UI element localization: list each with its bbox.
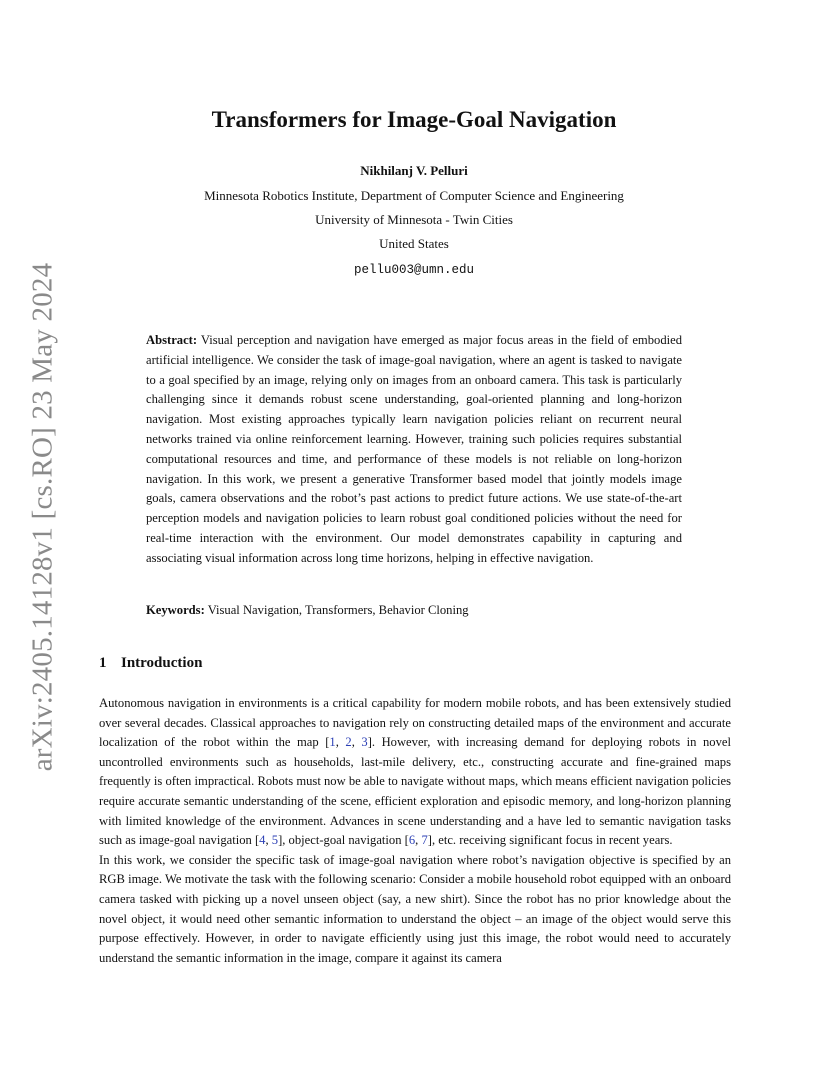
citation-link[interactable]: 4 [259,833,266,848]
intro-text: Autonomous navigation in environments is a critical capability for modern mobile robots, and has been extensively studied over several decades. Classical approaches to navigation rely on constructing detailed maps of the environment and accurate localization of the robot within the map [ [99,696,731,750]
section-heading [99,655,202,672]
keywords [146,603,682,618]
citation-link[interactable]: 2 [345,735,352,750]
introduction-body [99,694,731,968]
author-email: pellu003@umn.edu [353,263,475,277]
abstract-label: Abstract: [146,333,198,347]
intro-text: ], object-goal navigation [ [278,833,409,848]
intro-text: ]. However, with increasing demand for deploying robots in novel uncontrolled environments such as households, last-mile delivery, etc., constructing accurate and fine-grained maps frequently is often impractical. Robots must now be able to navigate without maps, which means efficient navigation policies require accurate semantic understanding of the scene, efficient exploration and episodic memory, and long-horizon planning with limited knowledge of the environment. Advances in scene understanding and a have led to semantic navigation tasks such as image-goal navigation [ [99,735,731,848]
abstract-text: Visual perception and navigation have emerged as major focus areas in the field of embodied artificial intelligence. We consider the task of image-goal navigation, where an agent is tasked to navigate to a goal specified by an image, relying only on images from an onboard camera. This task is particularly challenging since it demands robust scene understanding, goal-oriented planning and long-horizon navigation. Most existing approaches typically learn navigation policies reliant on recurrent neural networks trained via online reinforcement learning. However, training such policies requires substantial computational resources and time, and performance of these models is not reliable on long-horizon navigation. In this work, we present a generative Transformer based model that jointly models image goals, camera observations and the robot’s past actions to predict future actions. We use state-of-the-art perception models and navigation policies to learn robust goal conditioned policies without the need for real-time interaction with the environment. Our model demonstrates capability in capturing and associating visual information across long time horizons, helping in effective navigation. [146,333,683,565]
abstract [146,331,682,569]
arxiv-sidebar [23,262,63,772]
affiliation-line-3: United States [379,236,449,251]
citation-link[interactable]: 1 [329,735,336,750]
citation-link[interactable]: 3 [361,735,368,750]
intro-paragraph-1: Autonomous navigation in environments is a critical capability for modern mobile robots, and has been extensively studied over several decades. Classical approaches to navigation rely on constructing detailed maps of the environment and accurate localization of the robot within the map [1, 2, 3]. However, with increasing demand for deploying robots in novel uncontrolled environments such as households, last-mile delivery, etc., constructing accurate and fine-grained maps frequently is often impractical. Robots must now be able to navigate without maps, which means efficient navigation policies require accurate semantic understanding of the scene, efficient exploration and episodic memory, and long-horizon planning with limited knowledge of the environment. Advances in scene understanding and a have led to semantic navigation tasks such as image-goal navigation [4, 5], object-goal navigation [6, 7], etc. receiving significant focus in recent years. [99,696,731,848]
affiliation-line-1: Minnesota Robotics Institute, Department of Computer Science and Engineering [204,188,624,203]
keywords-text: Visual Navigation, Transformers, Behavior Cloning [207,603,469,617]
author-name: Nikhilanj V. Pelluri [360,163,468,178]
section-number: 1 [99,655,107,671]
paper-title: Transformers for Image-Goal Navigation [211,107,617,132]
section-title: Introduction [121,655,203,671]
citation-link[interactable]: 6 [408,833,416,848]
intro-text: ], etc. receiving significant focus in recent years. [427,833,673,848]
intro-paragraph-2: In this work, we consider the specific task of image-goal navigation where robot’s navigation objective is specified by an RGB image. We motivate the task with the following scenario: Consider a mobile household robot equipped with an onboard camera tasked with picking up a novel unseen object (say, a new shirt). Since the robot has no prior knowledge about the novel object, it would need other semantic information to understand the object – an image of the object would serve this purpose effectively. However, in order to navigate efficiently using just this image, the robot would need to accurately understand the semantic information in the image, compare it against its camera [99,852,731,965]
keywords-label: Keywords: [146,603,205,617]
arxiv-identifier: arXiv:2405.14128v1 [cs.RO] 23 May 2024 [26,262,59,772]
citation-link[interactable]: 5 [271,833,279,848]
citation-link[interactable]: 7 [421,833,428,848]
affiliation-line-2: University of Minnesota - Twin Cities [315,212,513,227]
